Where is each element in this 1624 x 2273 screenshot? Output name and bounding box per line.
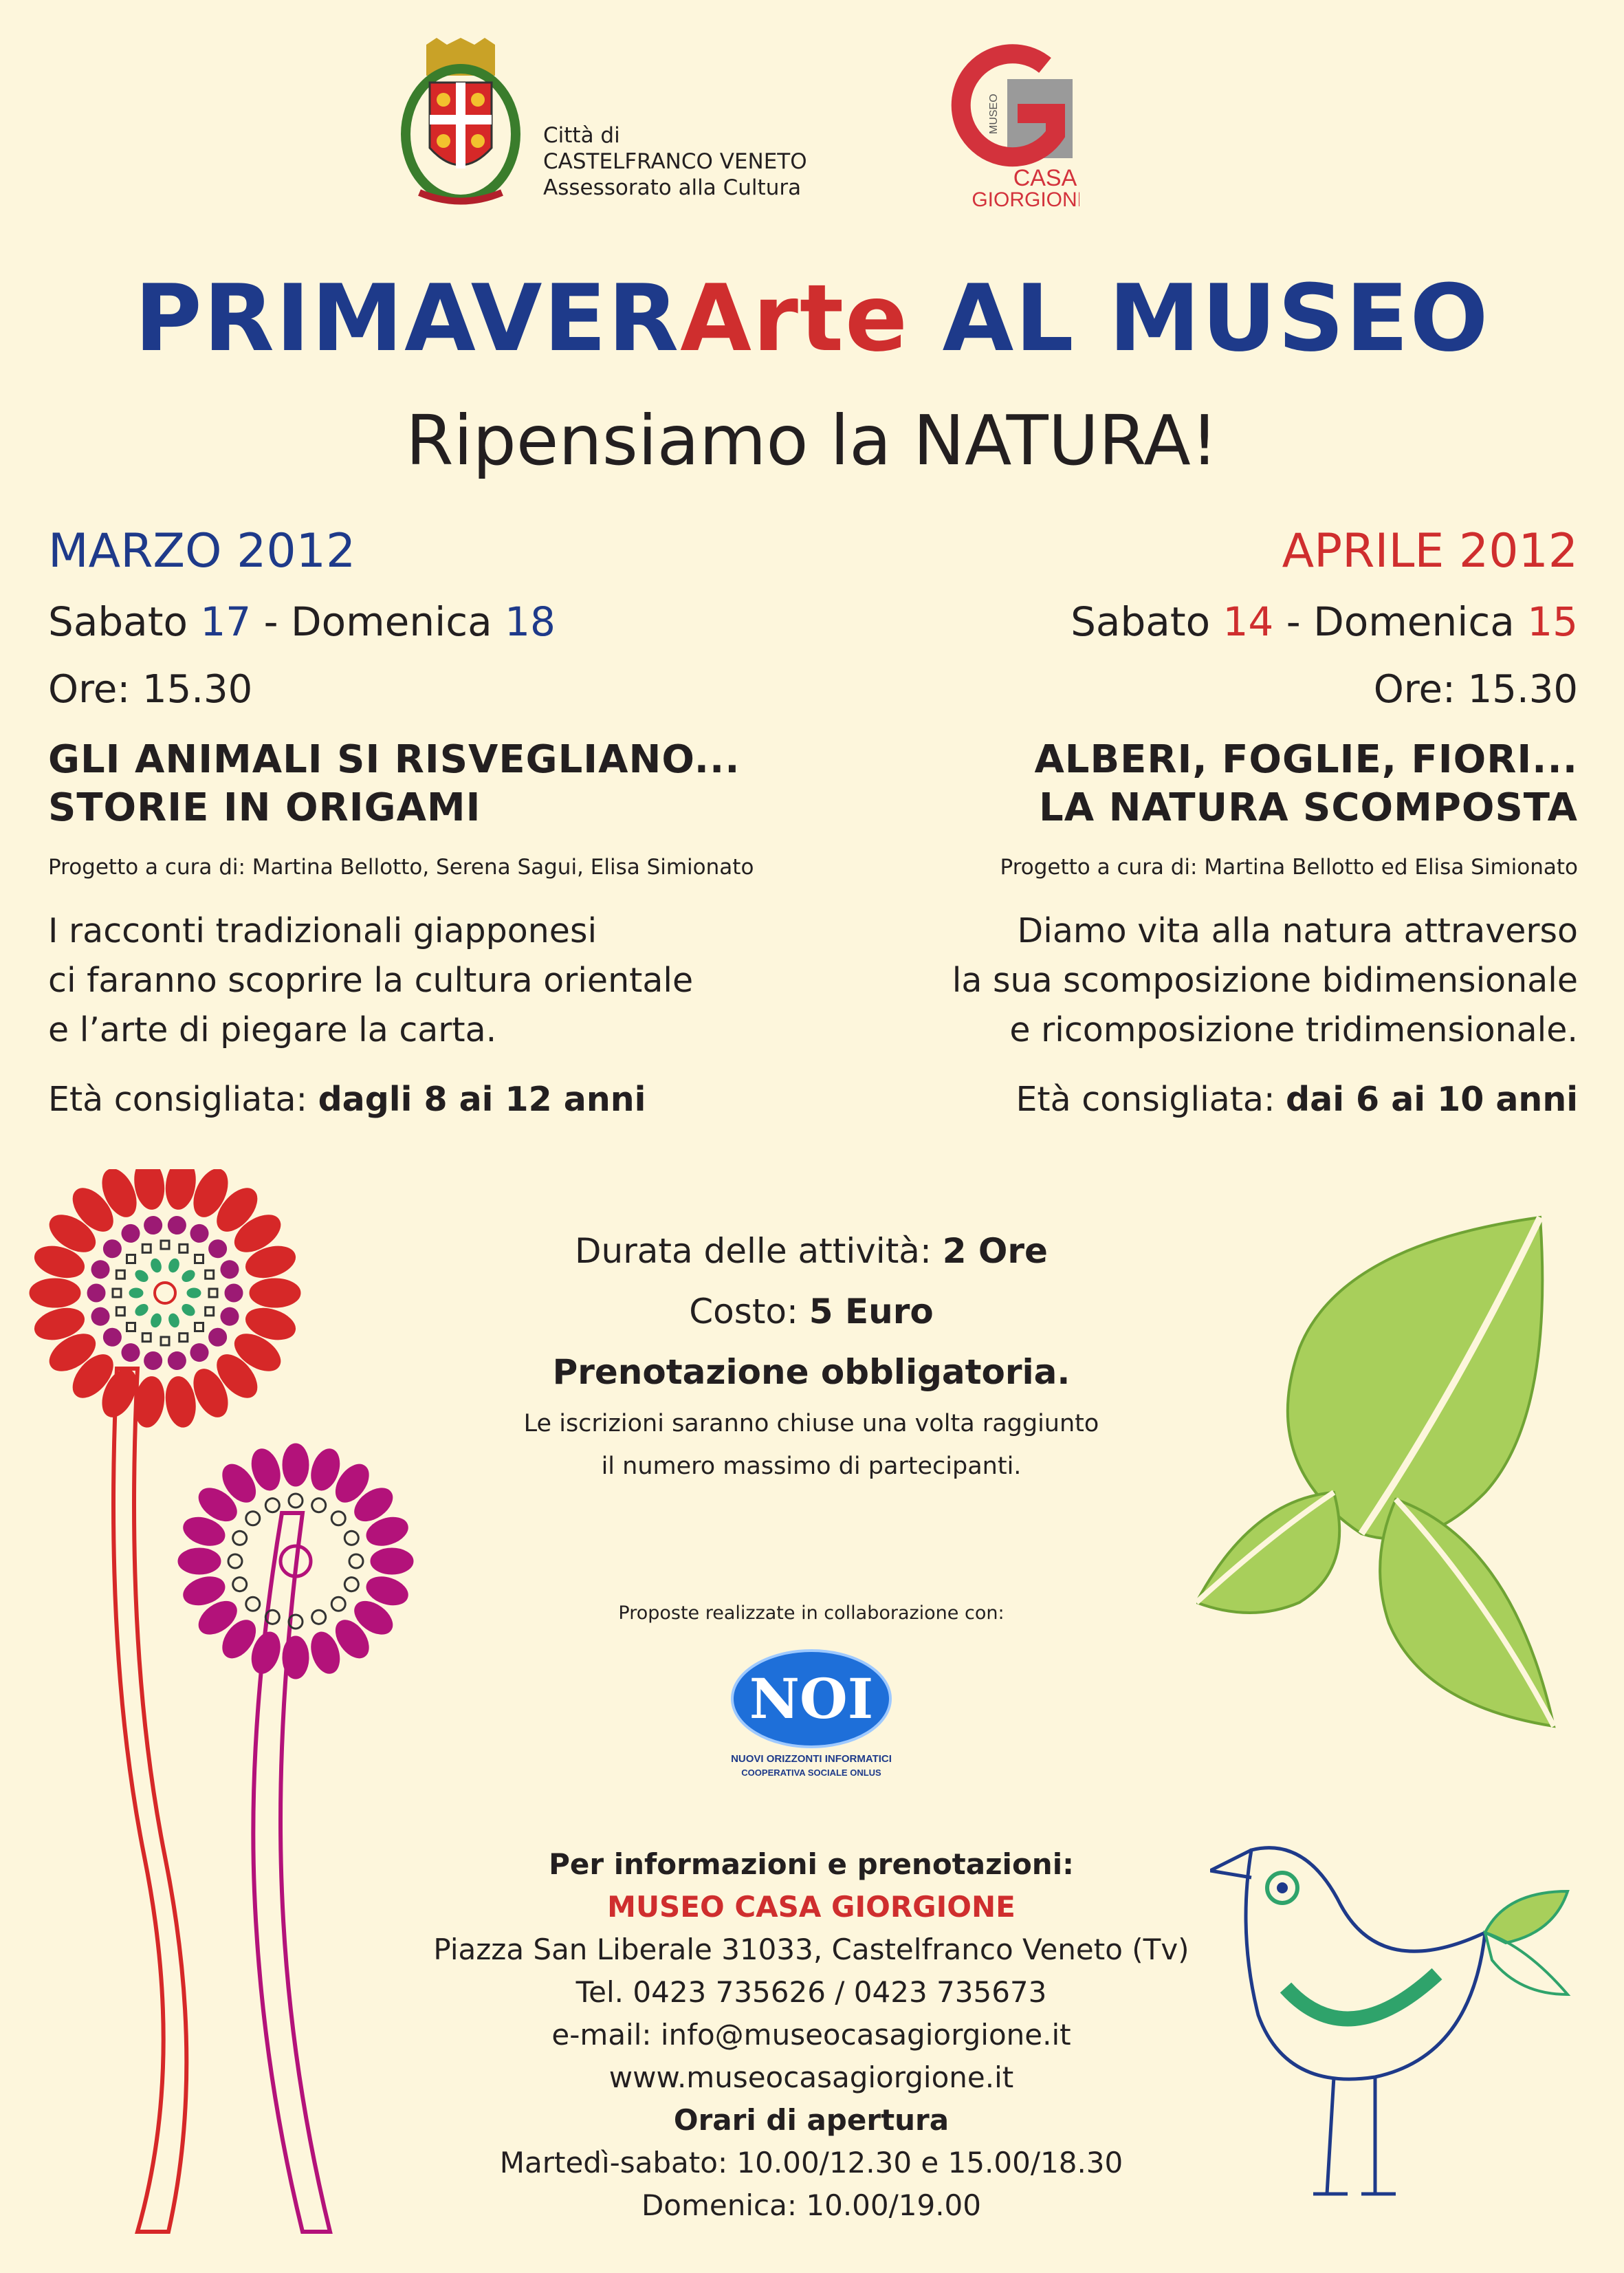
right-age-label: Età consigliata: xyxy=(1016,1080,1286,1119)
city-line-2: CASTELFRANCO VENETO xyxy=(543,149,807,174)
cost-label: Costo: xyxy=(689,1292,809,1331)
right-time: Ore: 15.30 xyxy=(1373,667,1578,712)
bird-illustration-icon xyxy=(1210,1829,1595,2215)
duration-label: Durata delle attività: xyxy=(575,1231,943,1271)
right-desc-3: e ricomposizione tridimensionale. xyxy=(1009,1010,1578,1050)
left-desc-3: e l’arte di piegare la carta. xyxy=(48,1010,497,1050)
left-event-title xyxy=(48,736,825,832)
noi-line-2: COOPERATIVA SOCIALE ONLUS xyxy=(741,1768,881,1778)
left-age-value: dagli 8 ai 12 anni xyxy=(318,1080,646,1119)
red-flower-icon xyxy=(30,1169,300,1428)
subtitle: Ripensiamo la NATURA! xyxy=(406,400,1218,481)
left-sep: - Domenica xyxy=(251,598,505,645)
title-part-1: PRIMAVER xyxy=(134,265,681,372)
leaves-illustration-icon xyxy=(1196,1210,1581,1733)
left-age-label: Età consigliata: xyxy=(48,1080,318,1119)
city-crest-icon xyxy=(399,38,523,210)
left-dates xyxy=(48,598,825,645)
left-title-line-1: GLI ANIMALI SI RISVEGLIANO... xyxy=(48,737,740,782)
right-day1-num: 14 xyxy=(1222,598,1274,645)
left-day2-num: 18 xyxy=(505,598,556,645)
activity-info xyxy=(385,1221,1238,1488)
contacts-tel: Tel. 0423 735626 / 0423 735673 xyxy=(575,1975,1047,2009)
hours-weekdays: Martedì-sabato: 10.00/12.30 e 15.00/18.30 xyxy=(499,2146,1123,2179)
city-line-3: Assessorato alla Cultura xyxy=(543,175,802,200)
contacts-email[interactable]: e-mail: info@museocasagiorgione.it xyxy=(551,2018,1071,2052)
right-title-line-1: ALBERI, FOGLIE, FIORI... xyxy=(1034,737,1578,782)
right-day2-num: 15 xyxy=(1527,598,1578,645)
collaboration-label: Proposte realizzate in collaborazione con: xyxy=(618,1602,1005,1624)
left-desc-2: ci faranno scoprire la cultura orientale xyxy=(48,961,694,1000)
right-age-value: dai 6 ai 10 anni xyxy=(1286,1080,1578,1119)
right-day1-label: Sabato xyxy=(1071,598,1223,645)
right-sep: - Domenica xyxy=(1273,598,1528,645)
contacts-address: Piazza San Liberale 31033, Castelfranco Veneto (Tv) xyxy=(433,1933,1189,1966)
main-title xyxy=(0,265,1624,372)
left-title-line-2: STORIE IN ORIGAMI xyxy=(48,785,481,830)
right-title-line-2: LA NATURA SCOMPOSTA xyxy=(1039,785,1578,830)
cost-value: 5 Euro xyxy=(809,1292,934,1331)
right-age xyxy=(804,1080,1578,1119)
left-day1-num: 17 xyxy=(200,598,252,645)
hours-heading: Orari di apertura xyxy=(673,2103,950,2137)
right-desc-2: la sua scomposizione bidimensionale xyxy=(952,961,1578,1000)
right-desc-1: Diamo vita alla natura attraverso xyxy=(1017,911,1578,950)
left-time: Ore: 15.30 xyxy=(48,667,253,712)
hours-sunday: Domenica: 10.00/19.00 xyxy=(641,2188,982,2222)
city-line-1: Città di xyxy=(543,123,620,148)
note-line-1: Le iscrizioni saranno chiuse una volta raggiunto xyxy=(523,1410,1099,1437)
duration xyxy=(385,1221,1238,1281)
museo-logo-small-text: MUSEO xyxy=(988,94,1000,134)
flowers-illustration-icon xyxy=(28,1169,468,2242)
right-description xyxy=(804,906,1578,1055)
contacts-museum: MUSEO CASA GIORGIONE xyxy=(607,1890,1016,1924)
right-dates xyxy=(804,598,1578,645)
title-part-arte: Arte xyxy=(680,265,909,372)
left-month: MARZO 2012 xyxy=(48,524,356,578)
contacts-heading: Per informazioni e prenotazioni: xyxy=(549,1847,1074,1881)
booking-required: Prenotazione obbligatoria. xyxy=(552,1352,1071,1392)
left-credits: Progetto a cura di: Martina Bellotto, Serena Sagui, Elisa Simionato xyxy=(48,855,754,880)
noi-line-1: NUOVI ORIZZONTI INFORMATICI xyxy=(731,1753,892,1765)
left-age xyxy=(48,1080,825,1119)
museo-logo-giorgione: GIORGIONE xyxy=(972,188,1079,210)
left-desc-1: I racconti tradizionali giapponesi xyxy=(48,911,597,950)
right-event-title xyxy=(804,736,1578,832)
museo-logo-casa: CASA xyxy=(1013,165,1077,191)
duration-value: 2 Ore xyxy=(942,1231,1048,1271)
left-day1-label: Sabato xyxy=(48,598,201,645)
noi-logo xyxy=(722,1644,901,1781)
contacts xyxy=(385,1843,1238,2227)
left-description xyxy=(48,906,825,1055)
noi-letters: NOI xyxy=(749,1666,874,1731)
city-text xyxy=(543,122,807,201)
contacts-website[interactable]: www.museocasagiorgione.it xyxy=(608,2060,1014,2094)
note-line-2: il numero massimo di partecipanti. xyxy=(601,1453,1022,1480)
right-month: APRILE 2012 xyxy=(1282,524,1578,578)
right-credits: Progetto a cura di: Martina Bellotto ed Elisa Simionato xyxy=(1000,855,1578,880)
title-part-3: AL MUSEO xyxy=(908,265,1490,372)
cost xyxy=(385,1281,1238,1342)
museo-casa-giorgione-logo xyxy=(942,38,1079,210)
